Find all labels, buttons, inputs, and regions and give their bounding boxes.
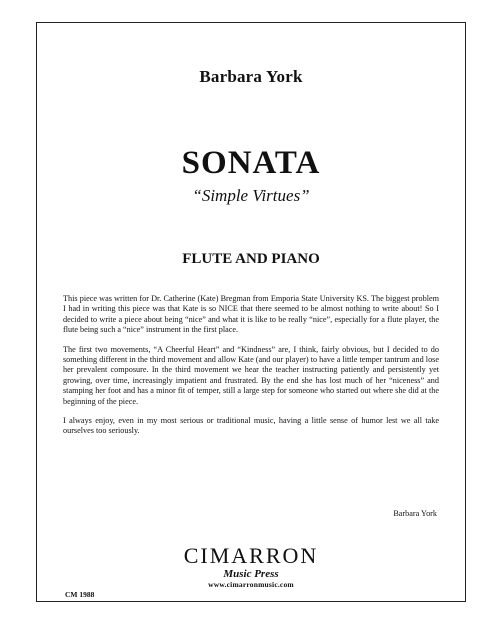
program-note-paragraph: I always enjoy, even in my most serious or traditional music, having a little sense of humor lest we all take ourselves too seriously. (63, 416, 439, 436)
instrumentation-label: FLUTE AND PIANO (182, 251, 320, 267)
composer-name: Barbara York (199, 67, 303, 86)
program-note-paragraph: The first two movements, “A Cheerful Heart” and “Kindness” are, I think, fairly obvious, but I decided to do something different in the third movement and allow Kate (and our player) to have a little temper tantrum and lose her prevalent composure. In the third movement we hear the teacher instructing patiently and persistently yet growing, over time, increasingly impatient and frustrated. By the end she has lost much of her “niceness” and stamping her foot and has a minor fit of temper, still a large step for someone who started out where she did at the beginning of the piece. (63, 344, 439, 406)
notes-signature: Barbara York (393, 509, 437, 518)
program-note-paragraph: This piece was written for Dr. Catherine (Kate) Bregman from Emporia State University KS. The biggest problem I had in writing this piece was that Kate is so NICE that there seemed to be almost nothing to write about! So I decided to write a piece about being “nice” and what it is like to be really “nice”, especially for a flute player, the flute being such a “nice” instrument in the first place. (63, 294, 439, 335)
catalog-number: CM 1988 (65, 590, 95, 599)
work-title: SONATA (181, 145, 321, 181)
publisher-url: www.cimarronmusic.com (208, 580, 294, 589)
publisher-tagline: Music Press (223, 568, 279, 580)
publisher-logo (37, 543, 465, 589)
work-subtitle: “Simple Virtues” (192, 186, 310, 205)
program-notes (63, 294, 439, 446)
publisher-name: CIMARRON (183, 543, 319, 568)
cover-frame (36, 22, 466, 602)
